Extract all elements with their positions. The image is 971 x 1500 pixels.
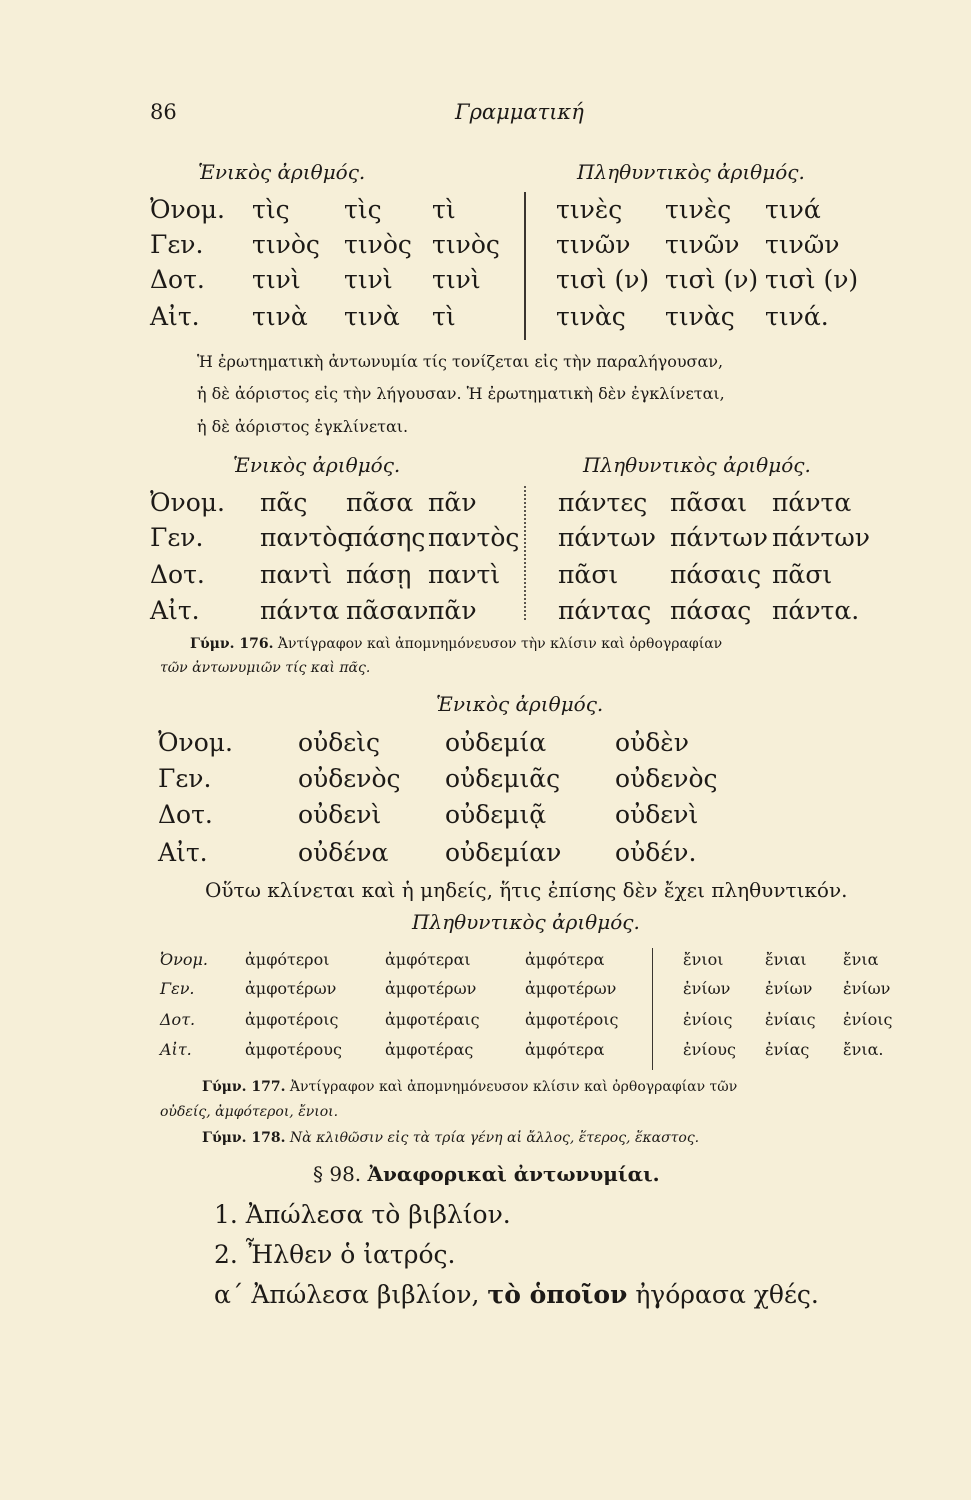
table-amphoteroi-title: Πληθυντικὸς ἀριθμός.	[412, 910, 640, 934]
case-label: Αἰτ.	[158, 838, 208, 867]
exercise-177	[202, 1079, 737, 1095]
table-pas-plural-title: Πληθυντικὸς ἀριθμός.	[583, 453, 811, 477]
amphoteroi-form: ἀμφοτέροις	[245, 1010, 339, 1029]
section-number: § 98.	[313, 1162, 362, 1186]
amphoteroi-form: ἀμφοτέρων	[245, 979, 337, 998]
plural-form: πάντα.	[772, 596, 860, 625]
table-tis-singular-title: Ἑνικὸς ἀριθμός.	[198, 160, 366, 184]
amphoteroi-form: ἀμφότεροι	[245, 950, 330, 969]
singular-form: τινὶ	[252, 265, 301, 294]
exercise-177-text: Ἀντίγραφον καὶ ἀπομνημόνευσον κλίσιν καὶ ὀρθογραφίαν τῶν	[289, 1079, 738, 1095]
singular-form: παντὸς	[260, 523, 352, 552]
enioi-form: ἐνίοις	[843, 1010, 893, 1029]
singular-form: οὐδενὸς	[615, 764, 718, 793]
plural-form: τινῶν	[665, 230, 740, 259]
case-label: Δοτ.	[158, 800, 213, 829]
plural-form: πᾶσι	[558, 560, 619, 589]
plural-form: τισὶ (ν)	[665, 265, 759, 294]
singular-form: τινὰ	[252, 302, 308, 331]
exercise-176-line2: τῶν ἀντωνυμιῶν τίς καὶ πᾶς.	[160, 660, 371, 676]
singular-form: πάσῃ	[346, 560, 412, 589]
table-tis-plural-title: Πληθυντικὸς ἀριθμός.	[577, 160, 805, 184]
amphoteroi-form: ἀμφοτέρας	[385, 1040, 474, 1059]
exercise-176	[190, 636, 722, 652]
plural-form: τινῶν	[556, 230, 631, 259]
table-pas-singular-title: Ἑνικὸς ἀριθμός.	[233, 453, 401, 477]
enioi-form: ἐνίαις	[765, 1010, 816, 1029]
enioi-form: ἐνίων	[683, 979, 731, 998]
case-label: Αἰτ.	[150, 302, 200, 331]
plural-form: πάντων	[670, 523, 768, 552]
singular-form: οὐδὲν	[615, 728, 689, 757]
singular-form: παντὶ	[260, 560, 333, 589]
exercise-178-text: Νὰ κλιθῶσιν εἰς τὰ τρία γένη αἱ ἄλλος, ἕτερος, ἕκαστος.	[289, 1130, 700, 1146]
singular-form: τὶ	[432, 195, 456, 224]
enioi-form: ἐνίους	[683, 1040, 736, 1059]
singular-form: τὶ	[432, 302, 456, 331]
singular-form: οὐδεὶς	[298, 728, 381, 757]
singular-form: οὐδεμία	[445, 728, 547, 757]
singular-form: τινὸς	[252, 230, 320, 259]
amphoteroi-form: ἀμφοτέρων	[525, 979, 617, 998]
amphoteroi-form: ἀμφοτέραις	[385, 1010, 480, 1029]
plural-form: τινῶν	[765, 230, 840, 259]
plural-form: πᾶσαι	[670, 488, 748, 517]
section-heading	[313, 1162, 660, 1186]
singular-form: τινὸς	[344, 230, 412, 259]
example-text: 2. Ἦλθεν ὁ ἰατρός.	[214, 1240, 456, 1269]
exercise-176-text: Ἀντίγραφον καὶ ἀπομνημόνευσον τὴν κλίσιν καὶ ὀρθογραφίαν	[277, 636, 723, 652]
singular-form: τινὰ	[344, 302, 400, 331]
paragraph-line: Ἡ ἐρωτηματικὴ ἀντωνυμία τίς τονίζεται εἰς τὴν παραλήγουσαν,	[197, 352, 724, 371]
enioi-form: ἔνια.	[843, 1040, 884, 1059]
example-text: ἠγόρασα χθές.	[635, 1280, 819, 1309]
table-pas-divider	[524, 486, 526, 620]
example-2	[214, 1240, 455, 1269]
plural-form: τινά	[765, 195, 821, 224]
case-label: Γεν.	[160, 979, 195, 998]
plural-form: πάντων	[558, 523, 656, 552]
plural-form: πᾶσι	[772, 560, 833, 589]
singular-form: οὐδένα	[298, 838, 389, 867]
plural-form: τινὲς	[665, 195, 732, 224]
enioi-form: ἐνίοις	[683, 1010, 733, 1029]
plural-form: πάντες	[558, 488, 648, 517]
amphoteroi-form: ἀμφοτέρους	[245, 1040, 342, 1059]
singular-form: πᾶσα	[346, 488, 414, 517]
page-number: 86	[150, 100, 177, 124]
singular-form: παντὸς	[428, 523, 520, 552]
singular-form: πᾶν	[428, 596, 477, 625]
example-1	[214, 1200, 511, 1229]
enioi-form: ἐνίων	[765, 979, 813, 998]
singular-form: παντὶ	[428, 560, 501, 589]
paragraph-line: ἡ δὲ ἀόριστος ἐγκλίνεται.	[197, 417, 409, 436]
case-label: Ὀνομ.	[150, 195, 225, 224]
singular-form: τὶς	[344, 195, 382, 224]
exercise-177-label: Γύμν. 177.	[202, 1079, 286, 1095]
section-title: Ἀναφορικαὶ ἀντωνυμίαι.	[367, 1162, 660, 1186]
plural-form: πάντας	[558, 596, 652, 625]
case-label: Γεν.	[150, 523, 204, 552]
singular-form: τινὸς	[432, 230, 500, 259]
plural-form: τινὰς	[556, 302, 626, 331]
singular-form: τινὶ	[344, 265, 393, 294]
case-label: Δοτ.	[150, 560, 205, 589]
enioi-form: ἔνιαι	[765, 950, 807, 969]
plural-form: πάντα	[772, 488, 852, 517]
exercise-178-label: Γύμν. 178.	[202, 1130, 286, 1146]
plural-form: τισὶ (ν)	[765, 265, 859, 294]
singular-form: οὐδέν.	[615, 838, 697, 867]
singular-form: οὐδενὶ	[615, 800, 699, 829]
singular-form: πᾶν	[428, 488, 477, 517]
singular-form: οὐδεμιᾷ	[445, 800, 547, 829]
singular-form: τὶς	[252, 195, 290, 224]
enioi-form: ἐνίων	[843, 979, 891, 998]
plural-form: πάσας	[670, 596, 752, 625]
plural-form: τινά.	[765, 302, 829, 331]
case-label: Γεν.	[150, 230, 204, 259]
enioi-form: ἐνίας	[765, 1040, 810, 1059]
amphoteroi-form: ἀμφοτέρων	[385, 979, 477, 998]
amphoteroi-form: ἀμφότεραι	[385, 950, 471, 969]
paragraph-medeis: Οὕτω κλίνεται καὶ ἡ μηδείς, ἥτις ἐπίσης δὲν ἔχει πληθυντικόν.	[205, 878, 848, 902]
example-relative-pronoun: τὸ ὁποῖον	[487, 1280, 628, 1309]
amphoteroi-form: ἀμφοτέροις	[525, 1010, 619, 1029]
singular-form: οὐδενὶ	[298, 800, 382, 829]
case-label: Ὀνομ.	[160, 950, 208, 969]
example-text: α΄ Ἀπώλεσα βιβλίον,	[214, 1280, 480, 1309]
case-label: Γεν.	[158, 764, 212, 793]
amphoteroi-form: ἀμφότερα	[525, 950, 605, 969]
table-amphoteroi-divider	[652, 948, 653, 1070]
exercise-177-line2: οὐδείς, ἀμφότεροι, ἔνιοι.	[160, 1104, 339, 1120]
singular-form: πᾶς	[260, 488, 308, 517]
amphoteroi-form: ἀμφότερα	[525, 1040, 605, 1059]
case-label: Ὀνομ.	[158, 728, 233, 757]
plural-form: τισὶ (ν)	[556, 265, 650, 294]
case-label: Δοτ.	[160, 1010, 196, 1029]
singular-form: οὐδενὸς	[298, 764, 401, 793]
singular-form: πάντα	[260, 596, 340, 625]
table-oudeis-title: Ἑνικὸς ἀριθμός.	[436, 692, 604, 716]
singular-form: οὐδεμιᾶς	[445, 764, 561, 793]
example-3	[214, 1280, 819, 1309]
paragraph-line: ἡ δὲ ἀόριστος εἰς τὴν λήγουσαν. Ἡ ἐρωτηματικὴ δὲν ἐγκλίνεται,	[197, 384, 725, 403]
case-label: Αἰτ.	[150, 596, 200, 625]
plural-form: τινὲς	[556, 195, 623, 224]
plural-form: τινὰς	[665, 302, 735, 331]
table-tis-divider	[524, 192, 526, 340]
case-label: Δοτ.	[150, 265, 205, 294]
example-text: 1. Ἀπώλεσα τὸ βιβλίον.	[214, 1200, 511, 1229]
singular-form: πάσης	[346, 523, 426, 552]
plural-form: πάσαις	[670, 560, 762, 589]
singular-form: πᾶσαν	[346, 596, 429, 625]
exercise-176-label: Γύμν. 176.	[190, 636, 274, 652]
enioi-form: ἔνια	[843, 950, 879, 969]
case-label: Αἰτ.	[160, 1040, 192, 1059]
exercise-178	[202, 1130, 699, 1146]
case-label: Ὀνομ.	[150, 488, 225, 517]
singular-form: οὐδεμίαν	[445, 838, 562, 867]
enioi-form: ἔνιοι	[683, 950, 724, 969]
plural-form: πάντων	[772, 523, 870, 552]
singular-form: τινὶ	[432, 265, 481, 294]
running-title: Γραμματική	[455, 100, 584, 124]
